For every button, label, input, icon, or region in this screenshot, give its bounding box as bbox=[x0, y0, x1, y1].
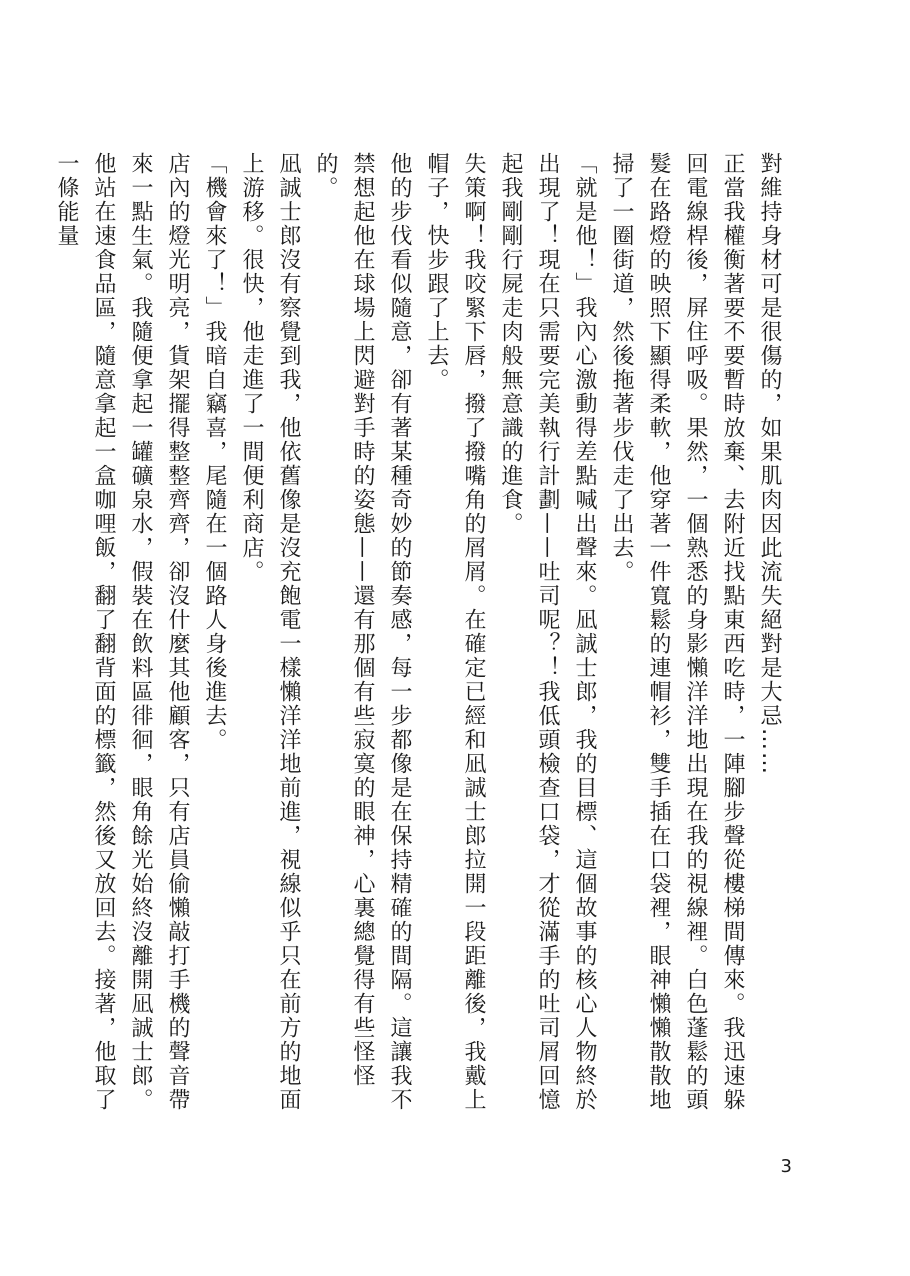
paragraph-2: 正當我權衡著要不要暫時放棄、去附近找點東西吃時，一陣腳步聲從樓梯間傳來。我迅速躲回電線桿後，屏住呼吸。果然，一個熟悉的身影懶洋洋地出現在我的視線裡。白色蓬鬆的頭髮在路燈的映照下顯得柔軟，他穿著一件寬鬆的連帽衫，雙手插在口袋裡，眼神懶懶散散地掃了一圈街道，然後拖著步伐走了出去。 bbox=[609, 152, 745, 1112]
paragraph-6: 凪誠士郎沒有察覺到我，他依舊像是沒充飽電一樣懶洋洋地前進，視線似乎只在前方的地面上游移。很快，他走進了一間便利商店。 bbox=[239, 152, 301, 1112]
vertical-text-body bbox=[54, 152, 788, 1112]
paragraph-8: 店內的燈光明亮，貨架擺得整整齊齊，卻沒什麼其他顧客，只有店員偷懶敲打手機的聲音帶來一點生氣。我隨便拿起一罐礦泉水，假裝在飲料區徘徊，眼角餘光始終沒離開凪誠士郎。 bbox=[128, 152, 190, 1112]
page-number: 3 bbox=[780, 1156, 792, 1177]
paragraph-5: 他的步伐看似隨意，卻有著某種奇妙的節奏感，每一步都像是在保持精確的間隔。這讓我不禁想起他在球場上閃避對手時的姿態——還有那個有些寂寞的眼神，心裏總覺得有些怪怪的。 bbox=[313, 152, 412, 1112]
paragraph-3: 「就是他！」我內心激動得差點喊出聲來。凪誠士郎，我的目標、這個故事的核心人物終於出現了！現在只需要完美執行計劃——吐司呢？！我低頭檢查口袋，才從滿手的吐司屑回憶起我剛剛行屍走肉般無意識的進食。 bbox=[498, 152, 597, 1112]
paragraph-1: 對維持身材可是很傷的，如果肌肉因此流失絕對是大忌…… bbox=[757, 152, 782, 776]
paragraph-7: 「機會來了！」我暗自竊喜，尾隨在一個路人身後進去。 bbox=[202, 152, 227, 752]
paragraph-9: 他站在速食品區，隨意拿起一盒咖哩飯，翻了翻背面的標籤，然後又放回去。接著，他取了一條能量 bbox=[54, 152, 116, 1112]
paragraph-4: 失策啊！我咬緊下唇，撥了撥嘴角的屑屑。在確定已經和凪誠士郎拉開一段距離後，我戴上帽子，快步跟了上去。 bbox=[424, 152, 486, 1112]
